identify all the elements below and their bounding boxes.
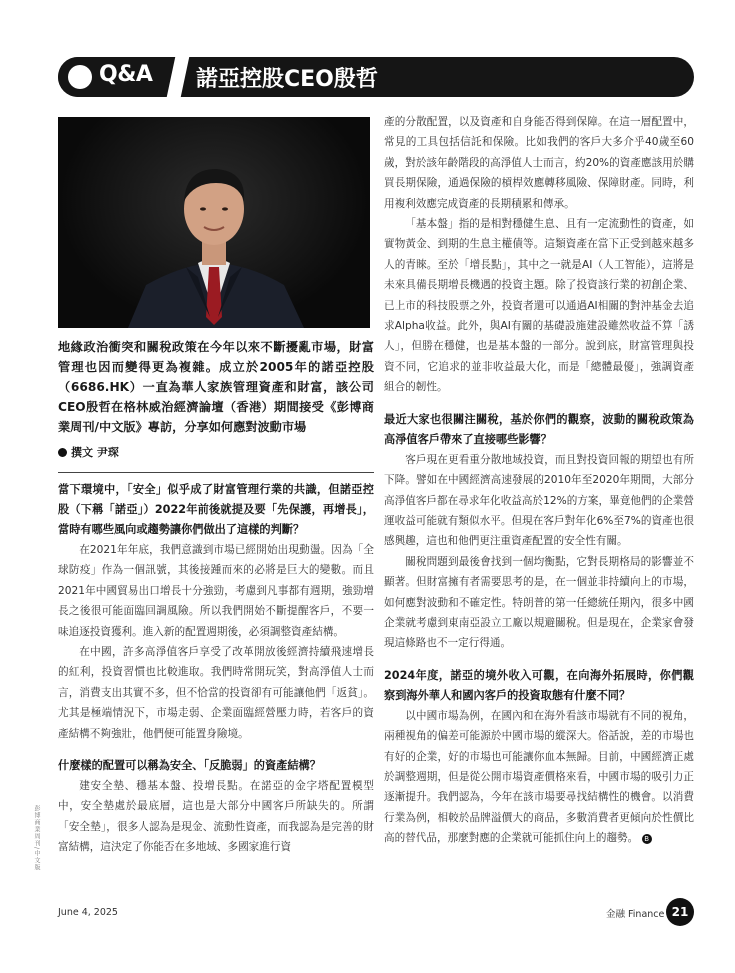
footer-date: June 4, 2025 — [58, 907, 118, 918]
circle-bullet-icon — [68, 65, 92, 89]
end-mark-icon: B — [642, 834, 652, 844]
byline-text: 撰文 尹琛 — [71, 446, 119, 459]
question-3: 最近大家也很關注關稅，基於你們的觀察，波動的關稅政策為高淨值客戶帶來了直接哪些影響？ — [384, 412, 694, 446]
banner-label-block — [58, 57, 168, 97]
answer-paragraph — [384, 706, 694, 849]
portrait-illustration — [58, 117, 370, 328]
section-banner — [58, 57, 694, 97]
banner-divider — [167, 57, 190, 97]
question-2: 什麼樣的配置可以稱為安全、「反脆弱」的資產結構？ — [58, 759, 321, 773]
answer-paragraph: 關稅問題到最後會找到一個均衡點，它對長期格局的影響並不顯著。但財富擁有者需要思考的是，在一個並非持續向上的市場，如何應對波動和不確定性。特朗普的第一任總統任期內，很多中國企業就考慮到東南亞設立工廠以規避關稅。但是現在，企業家會發現這條路也不一定行得通。 — [384, 555, 694, 650]
answer-paragraph: 產的分散配置，以及資產和自身能否得到保障。在這一層配置中，常見的工具包括信託和保險。比如我們的客戶大多介乎40歲至60歲，對於該年齡階段的高淨值人士而言，約20%的資產應該用於購買長期保險，通過保險的槓桿效應轉移風險、保障財產。同時，利用複利效應完成資產的長期積累和傳承。 — [384, 116, 694, 210]
left-column — [58, 480, 374, 858]
bullet-icon — [58, 448, 67, 457]
right-column — [384, 112, 694, 849]
banner-qa-label: Q&A — [99, 62, 153, 87]
page-number: 21 — [666, 898, 694, 926]
portrait-photo — [58, 117, 370, 328]
sidebar-publication-label: 彭博商業周刊/中文版 — [33, 805, 40, 872]
article-intro: 地緣政治衝突和關稅政策在今年以來不斷擾亂市場，財富管理也因而變得更為複雜。成立於2005年的諾亞控股（6686.HK）一直為華人家族管理資產和財富，該公司CEO殷哲在格林威治經濟論壇（香港）期間接受《彭博商業周刊/中文版》專訪，分享如何應對波動市場 — [58, 340, 374, 434]
answer-paragraph: 建安全墊、穩基本盤、投增長點。在諾亞的金字塔配置模型中，安全墊處於最底層，這也是大部分中國客戶所缺失的。所謂「安全墊」，很多人認為是現金、流動性資產，而我認為是完善的財富結構，這決定了你能否在多地域、多國家進行資 — [58, 780, 374, 854]
answer-paragraph: 客戶現在更看重分散地域投資，而且對投資回報的期望也有所下降。譬如在中國經濟高速發展的2010年至2020年期間，大部分高淨值客戶都在尋求年化收益高於12%的方案，畢竟他們的企業營運收益可能就有類似水平。但現在客戶對年化6%至7%的資產也很感興趣，這也和他們更注重資產配置的安全性有關。 — [384, 453, 694, 548]
answer-text: 以中國市場為例，在國內和在海外看該市場就有不同的視角，兩種視角的偏差可能源於中國市場的縱深大。俗話說，差的市場也有好的企業，好的市場也可能讓你血本無歸。目前，中國經濟正處於調整週期，但是從公開市場資產價格來看，中國市場的吸引力正逐漸提升。我們認為，今年在該市場要尋找結構性的機會。以消費行業為例，相較於品牌溢價大的商品，多數消費者更傾向於性價比高的替代品，那麼對應的企業就可能抓住向上的趨勢。 — [384, 709, 694, 845]
question-1: 當下環境中，「安全」似乎成了財富管理行業的共識，但諾亞控股（下稱「諾亞」）2022年前後就提及要「先保護，再增長」，當時有哪些風向或趨勢讓你們做出了這樣的判斷？ — [58, 483, 374, 536]
footer-section: 金融 Finance — [606, 909, 665, 920]
question-4: 2024年度，諾亞的境外收入可觀，在向海外拓展時，你們觀察到海外華人和國內客戶的投資取態有什麼不同？ — [384, 668, 694, 702]
answer-paragraph: 在中國，許多高淨值客戶享受了改革開放後經濟持續飛速增長的紅利，投資習慣也比較進取。我們時常開玩笑，對高淨值人士而言，消費支出其實不多，但不恰當的投資卻有可能讓他們「返貧」。尤其是極端情況下，市場走弱、企業面臨經營壓力時，若客戶的資產結構不夠強壯，他們便可能置身險境。 — [58, 646, 374, 740]
answer-paragraph: 「基本盤」指的是相對穩健生息、且有一定流動性的資產，如實物黃金、到期的生息主權債等。這類資產在當下正受到越來越多人的青睞。至於「增長點」，其中之一就是AI（人工智能），這將是未來具備長期增長機遇的投資主題。除了投資該行業的初創企業、已上市的科技股票之外，投資者還可以通過AI相關的對沖基金去追求Alpha收益。此外，與AI有關的基礎設施建設雖然收益不算「誘人」，但勝在穩健，也是基本盤的一部分。說到底，財富管理與投資不同，它追求的並非收益最大化，而是「總體最優」，強調資產組合的韌性。 — [384, 218, 694, 394]
byline — [58, 444, 119, 460]
page-title: 諾亞控股CEO殷哲 — [196, 67, 378, 92]
answer-paragraph: 在2021年年底，我們意識到市場已經開始出現動盪。因為「全球防疫」作為一個訊號，其後接踵而來的必將是巨大的變數。而且2021年中國貿易出口增長十分強勁，考慮到凡事都有週期，強勁增長之後很可能面臨回調風險。所以我們開始不斷提醒客戶，不要一味追逐投資獲利。進入新的配置週期後，必須調整資產結構。 — [58, 544, 374, 638]
divider — [58, 472, 374, 473]
